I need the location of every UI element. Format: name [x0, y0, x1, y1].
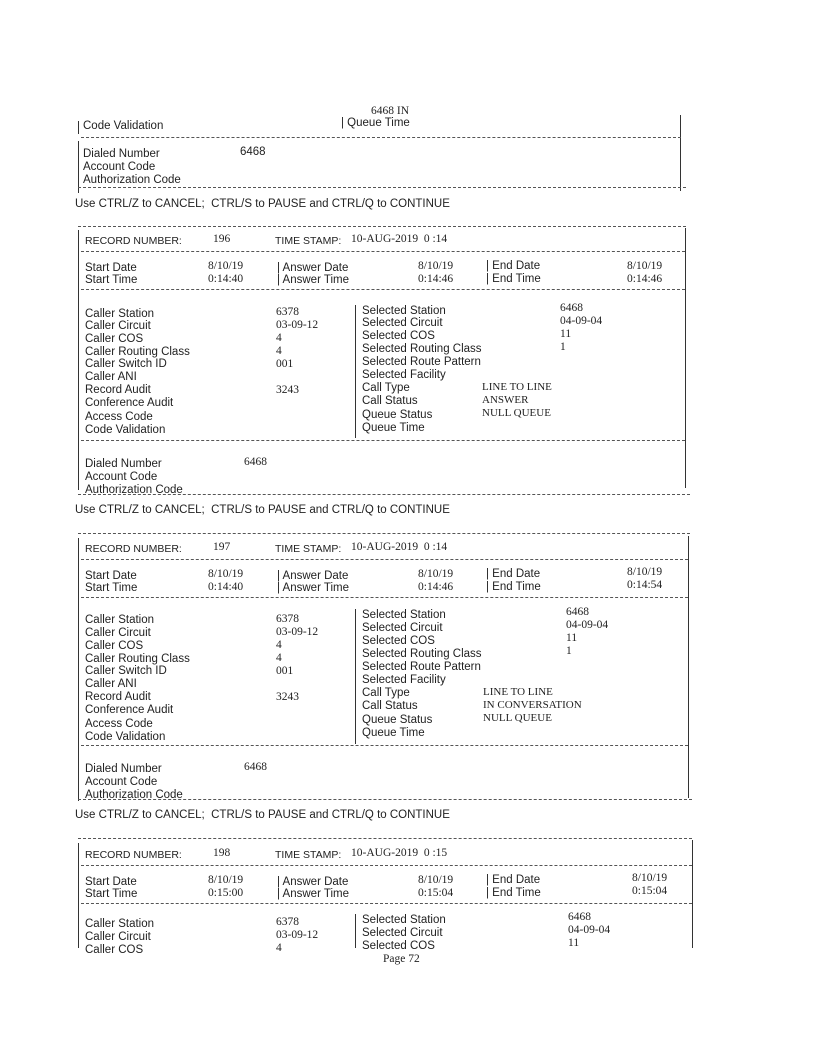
account-code-label: Account Code	[85, 471, 158, 483]
divider	[78, 533, 690, 534]
selected-routing-class-value: 1	[566, 645, 572, 657]
start-date: 8/10/19	[208, 874, 244, 886]
caller-station-label: Caller Station	[85, 918, 155, 930]
record-audit-value: 3243	[276, 691, 299, 703]
end-date: 8/10/19	[632, 872, 668, 884]
answer-date-label: | Answer Date	[277, 570, 349, 582]
start-time-label: Start Time	[85, 582, 138, 594]
caller-switch-id-label: Caller Switch ID	[85, 358, 167, 370]
divider	[78, 494, 690, 495]
caller-routing-class-value: 4	[276, 345, 282, 357]
end-time: 0:15:04	[632, 885, 668, 897]
answer-time: 0:14:46	[418, 581, 454, 593]
queue-time-label: Queue Time	[362, 727, 425, 739]
selected-station-value: 6468	[560, 302, 583, 314]
ctrl-instructions: Use CTRL/Z to CANCEL; CTRL/S to PAUSE and CTRL/Q to CONTINUE	[75, 809, 450, 821]
record-audit-value: 3243	[276, 384, 299, 396]
selected-station-label: Selected Station	[362, 914, 446, 926]
end-time-label: | End Time	[486, 887, 541, 899]
account-code-label: Account Code	[83, 161, 156, 173]
divider	[81, 559, 688, 560]
selected-circuit-value: 04-09-04	[560, 315, 603, 327]
answer-date-label: | Answer Date	[277, 262, 349, 274]
caller-switch-id-value: 001	[276, 358, 294, 370]
border	[78, 843, 79, 948]
timestamp-label: TIME STAMP:	[275, 849, 342, 861]
selected-cos-label: Selected COS	[362, 330, 435, 342]
answer-time-label: | Answer Time	[277, 582, 350, 594]
caller-circuit-value: 03-09-12	[276, 319, 319, 331]
dialed-number-label: Dialed Number	[85, 763, 162, 775]
conference-audit-label: Conference Audit	[85, 397, 174, 409]
divider	[81, 745, 688, 746]
selected-routing-class-label: Selected Routing Class	[362, 648, 482, 660]
selected-circuit-value: 04-09-04	[566, 619, 609, 631]
divider	[78, 838, 692, 839]
answer-date-label: | Answer Date	[277, 876, 349, 888]
divider	[81, 251, 685, 252]
start-time-label: Start Time	[85, 274, 138, 286]
queue-status-value: NULL QUEUE	[482, 407, 551, 419]
selected-cos-value: 11	[568, 937, 580, 949]
end-date-label: | End Date	[486, 260, 541, 272]
start-time: 0:14:40	[208, 581, 244, 593]
selected-station-label: Selected Station	[362, 305, 446, 317]
start-time-label: Start Time	[85, 888, 138, 900]
caller-switch-id-value: 001	[276, 665, 294, 677]
timestamp: 10-AUG-2019 0 :14	[351, 541, 448, 553]
border	[78, 141, 79, 193]
queue-status-label: Queue Status	[362, 714, 433, 726]
caller-cos-value: 4	[276, 942, 282, 954]
selected-cos-value: 11	[560, 328, 572, 340]
caller-circuit-value: 03-09-12	[276, 626, 319, 638]
ctrl-instructions: Use CTRL/Z to CANCEL; CTRL/S to PAUSE and CTRL/Q to CONTINUE	[75, 198, 450, 210]
selected-cos-label: Selected COS	[362, 940, 435, 952]
selected-circuit-label: Selected Circuit	[362, 622, 443, 634]
dialed-number-value: 6468	[244, 456, 267, 468]
call-status-value: IN CONVERSATION	[483, 699, 582, 711]
record-number-label: RECORD NUMBER:	[85, 849, 182, 861]
start-date-label: Start Date	[85, 876, 137, 888]
end-date: 8/10/19	[627, 260, 663, 272]
border	[685, 228, 686, 488]
queue-time-label: | Queue Time	[341, 117, 410, 129]
dialed-number-label: Dialed Number	[85, 458, 162, 470]
border	[680, 115, 681, 191]
selected-routing-class-label: Selected Routing Class	[362, 343, 482, 355]
record-number-label: RECORD NUMBER:	[85, 235, 182, 247]
border	[355, 305, 356, 438]
page-number: Page 72	[383, 953, 420, 965]
call-type-label: Call Type	[362, 382, 410, 394]
caller-routing-class-label: Caller Routing Class	[85, 653, 190, 665]
selected-cos-label: Selected COS	[362, 635, 435, 647]
caller-cos-value: 4	[276, 332, 282, 344]
caller-station-label: Caller Station	[85, 614, 155, 626]
selected-circuit-label: Selected Circuit	[362, 317, 443, 329]
start-time: 0:15:00	[208, 887, 244, 899]
divider	[81, 137, 681, 138]
answer-date: 8/10/19	[418, 568, 454, 580]
timestamp-label: TIME STAMP:	[275, 235, 342, 247]
answer-date: 8/10/19	[418, 874, 454, 886]
selected-route-pattern-label: Selected Route Pattern	[362, 661, 481, 673]
dialed-number-value: 6468	[240, 146, 266, 158]
call-status-label: Call Status	[362, 700, 418, 712]
caller-ani-label: Caller ANI	[85, 371, 137, 383]
selected-circuit-label: Selected Circuit	[362, 927, 443, 939]
divider	[81, 903, 692, 904]
dialed-number-value: 6468	[244, 761, 267, 773]
caller-cos-value: 4	[276, 639, 282, 651]
code-validation-label: Code Validation	[85, 424, 166, 436]
record-number: 197	[213, 541, 231, 553]
record-audit-label: Record Audit	[85, 384, 151, 396]
answer-time: 0:14:46	[418, 273, 454, 285]
caller-circuit-value: 03-09-12	[276, 929, 319, 941]
caller-station-value: 6378	[276, 916, 299, 928]
ctrl-instructions: Use CTRL/Z to CANCEL; CTRL/S to PAUSE and CTRL/Q to CONTINUE	[75, 504, 450, 516]
timestamp-label: TIME STAMP:	[275, 543, 342, 555]
selected-cos-value: 11	[566, 632, 578, 644]
answer-date: 8/10/19	[418, 260, 454, 272]
end-date-label: | End Date	[486, 568, 541, 580]
call-type-value: LINE TO LINE	[483, 686, 553, 698]
call-status-value: ANSWER	[482, 394, 529, 406]
caller-switch-id-label: Caller Switch ID	[85, 665, 167, 677]
selected-route-pattern-label: Selected Route Pattern	[362, 356, 481, 368]
queue-number: 6468 IN	[371, 105, 410, 117]
border	[692, 840, 693, 948]
end-time: 0:14:54	[627, 579, 663, 591]
border	[355, 914, 356, 948]
record-audit-label: Record Audit	[85, 691, 151, 703]
caller-cos-label: Caller COS	[85, 640, 144, 652]
selected-facility-label: Selected Facility	[362, 674, 446, 686]
divider	[78, 187, 686, 188]
code-validation-label: Code Validation	[83, 120, 164, 132]
border	[688, 536, 689, 798]
authorization-code-label: Authorization Code	[85, 484, 183, 496]
caller-circuit-label: Caller Circuit	[85, 627, 151, 639]
end-time: 0:14:46	[627, 273, 663, 285]
authorization-code-label: Authorization Code	[83, 174, 181, 186]
end-date-label: | End Date	[486, 874, 541, 886]
selected-station-label: Selected Station	[362, 609, 446, 621]
border	[78, 230, 79, 490]
selected-station-value: 6468	[566, 606, 589, 618]
caller-circuit-label: Caller Circuit	[85, 931, 151, 943]
selected-station-value: 6468	[568, 911, 591, 923]
timestamp: 10-AUG-2019 0 :14	[351, 233, 448, 245]
account-code-label: Account Code	[85, 776, 158, 788]
divider	[81, 865, 692, 866]
caller-ani-label: Caller ANI	[85, 678, 137, 690]
caller-station-value: 6378	[276, 613, 299, 625]
divider	[81, 440, 685, 441]
start-date-label: Start Date	[85, 570, 137, 582]
record-number: 198	[213, 847, 231, 859]
dialed-number-label: Dialed Number	[83, 148, 160, 160]
caller-circuit-label: Caller Circuit	[85, 320, 151, 332]
divider	[78, 226, 686, 227]
end-time-label: | End Time	[486, 581, 541, 593]
border	[78, 538, 79, 801]
call-type-value: LINE TO LINE	[482, 381, 552, 393]
divider	[81, 289, 685, 290]
start-time: 0:14:40	[208, 273, 244, 285]
conference-audit-label: Conference Audit	[85, 704, 174, 716]
border	[355, 609, 356, 744]
access-code-label: Access Code	[85, 718, 153, 730]
caller-station-label: Caller Station	[85, 308, 155, 320]
caller-routing-class-label: Caller Routing Class	[85, 346, 190, 358]
selected-facility-label: Selected Facility	[362, 369, 446, 381]
timestamp: 10-AUG-2019 0 :15	[351, 847, 448, 859]
answer-time: 0:15:04	[418, 887, 454, 899]
start-date-label: Start Date	[85, 262, 137, 274]
authorization-code-label: Authorization Code	[85, 789, 183, 801]
end-time-label: | End Time	[486, 273, 541, 285]
call-status-label: Call Status	[362, 395, 418, 407]
end-date: 8/10/19	[627, 566, 663, 578]
record-number: 196	[213, 233, 231, 245]
start-date: 8/10/19	[208, 260, 244, 272]
divider	[78, 799, 692, 800]
queue-status-label: Queue Status	[362, 409, 433, 421]
selected-circuit-value: 04-09-04	[568, 924, 611, 936]
call-type-label: Call Type	[362, 687, 410, 699]
queue-status-value: NULL QUEUE	[483, 712, 552, 724]
answer-time-label: | Answer Time	[277, 888, 350, 900]
border	[78, 121, 79, 134]
divider	[81, 597, 688, 598]
code-validation-label: Code Validation	[85, 731, 166, 743]
selected-routing-class-value: 1	[560, 341, 566, 353]
caller-cos-label: Caller COS	[85, 333, 144, 345]
access-code-label: Access Code	[85, 411, 153, 423]
start-date: 8/10/19	[208, 568, 244, 580]
caller-station-value: 6378	[276, 306, 299, 318]
queue-time-label: Queue Time	[362, 422, 425, 434]
record-number-label: RECORD NUMBER:	[85, 543, 182, 555]
caller-routing-class-value: 4	[276, 652, 282, 664]
answer-time-label: | Answer Time	[277, 274, 350, 286]
caller-cos-label: Caller COS	[85, 944, 144, 956]
